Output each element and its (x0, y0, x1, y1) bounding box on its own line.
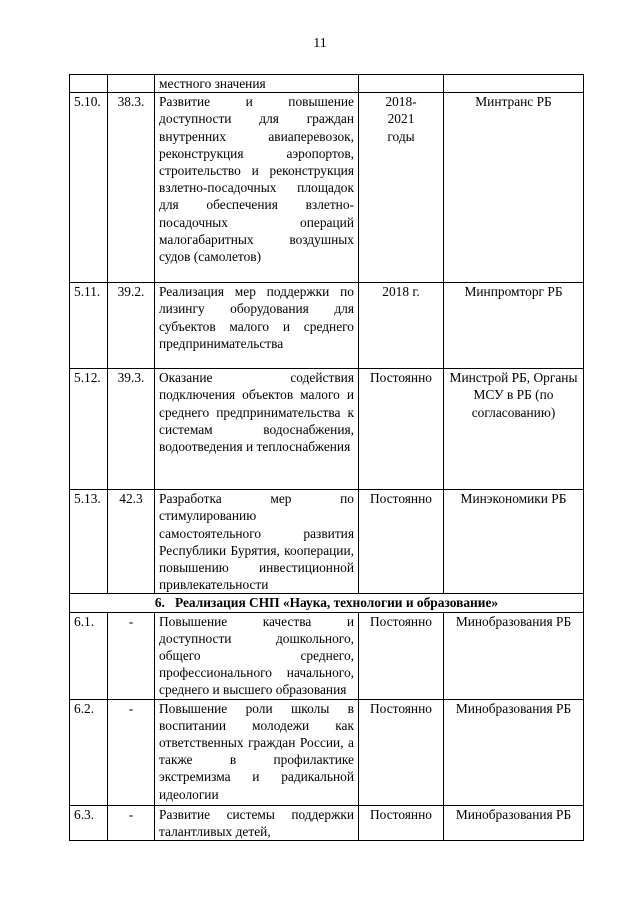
cell-resp: Минстрой РБ, Органы МСУ в РБ (по согласованию) (444, 369, 584, 490)
cell-ref: - (108, 699, 155, 805)
cell-desc: Развитие системы поддержки талантливых детей, (155, 805, 359, 840)
cell-num: 5.11. (70, 283, 108, 369)
cell-term: Постоянно (359, 369, 444, 490)
page-number: 11 (313, 36, 327, 51)
cell-ref: - (108, 805, 155, 840)
cell-desc: местного значения (155, 75, 359, 93)
cell-num (70, 75, 108, 93)
cell-num: 5.12. (70, 369, 108, 490)
cell-resp: Минпромторг РБ (444, 283, 584, 369)
cell-desc: Развитие и повышение доступности для граждан внутренних авиаперевозок, реконструкция аэропортов, строительство и реконструкция взлетно-посадочных площадок для обеспечения взлетно-посадочных операций малогабаритных воздушных судов (самолетов) (155, 93, 359, 283)
section-title: 6. Реализация СНП «Наука, технологии и образование» (70, 594, 584, 612)
cell-num: 6.3. (70, 805, 108, 840)
table-row (70, 369, 584, 490)
table-row (70, 93, 584, 283)
cell-term: 2018 г. (359, 283, 444, 369)
table-row (70, 805, 584, 840)
cell-ref (108, 75, 155, 93)
cell-desc: Разработка мер по стимулированию самостоятельного развития Республики Бурятия, кооперации, повышению инвестиционной привлекательности (155, 490, 359, 594)
table-row (70, 612, 584, 699)
cell-num: 6.2. (70, 699, 108, 805)
cell-term: Постоянно (359, 699, 444, 805)
cell-term: Постоянно (359, 612, 444, 699)
cell-desc: Реализация мер поддержки по лизингу оборудования для субъектов малого и среднего предпринимательства (155, 283, 359, 369)
cell-term (359, 75, 444, 93)
cell-resp: Минтранс РБ (444, 93, 584, 283)
cell-desc: Повышение роли школы в воспитании молодежи как ответственных граждан России, а также в профилактике экстремизма и радикальной идеологии (155, 699, 359, 805)
cell-resp (444, 75, 584, 93)
table-row-continued (70, 75, 584, 93)
cell-resp: Минобразования РБ (444, 805, 584, 840)
cell-ref: 38.3. (108, 93, 155, 283)
table-row (70, 490, 584, 594)
section-row (70, 594, 584, 612)
cell-term: Постоянно (359, 490, 444, 594)
cell-ref: 42.3 (108, 490, 155, 594)
cell-resp: Минэкономики РБ (444, 490, 584, 594)
cell-ref: 39.2. (108, 283, 155, 369)
cell-term: Постоянно (359, 805, 444, 840)
cell-desc: Оказание содействия подключения объектов малого и среднего предпринимательства к системам водоснабжения, водоотведения и теплоснабжения (155, 369, 359, 490)
table-row (70, 699, 584, 805)
plan-table (69, 74, 584, 841)
cell-resp: Минобразования РБ (444, 699, 584, 805)
cell-num: 6.1. (70, 612, 108, 699)
cell-ref: - (108, 612, 155, 699)
cell-term: 2018-2021 годы (359, 93, 444, 283)
cell-resp: Минобразования РБ (444, 612, 584, 699)
table-row (70, 283, 584, 369)
cell-num: 5.13. (70, 490, 108, 594)
cell-num: 5.10. (70, 93, 108, 283)
cell-ref: 39.3. (108, 369, 155, 490)
cell-desc: Повышение качества и доступности дошкольного, общего среднего, профессионального начального, среднего и высшего образования (155, 612, 359, 699)
